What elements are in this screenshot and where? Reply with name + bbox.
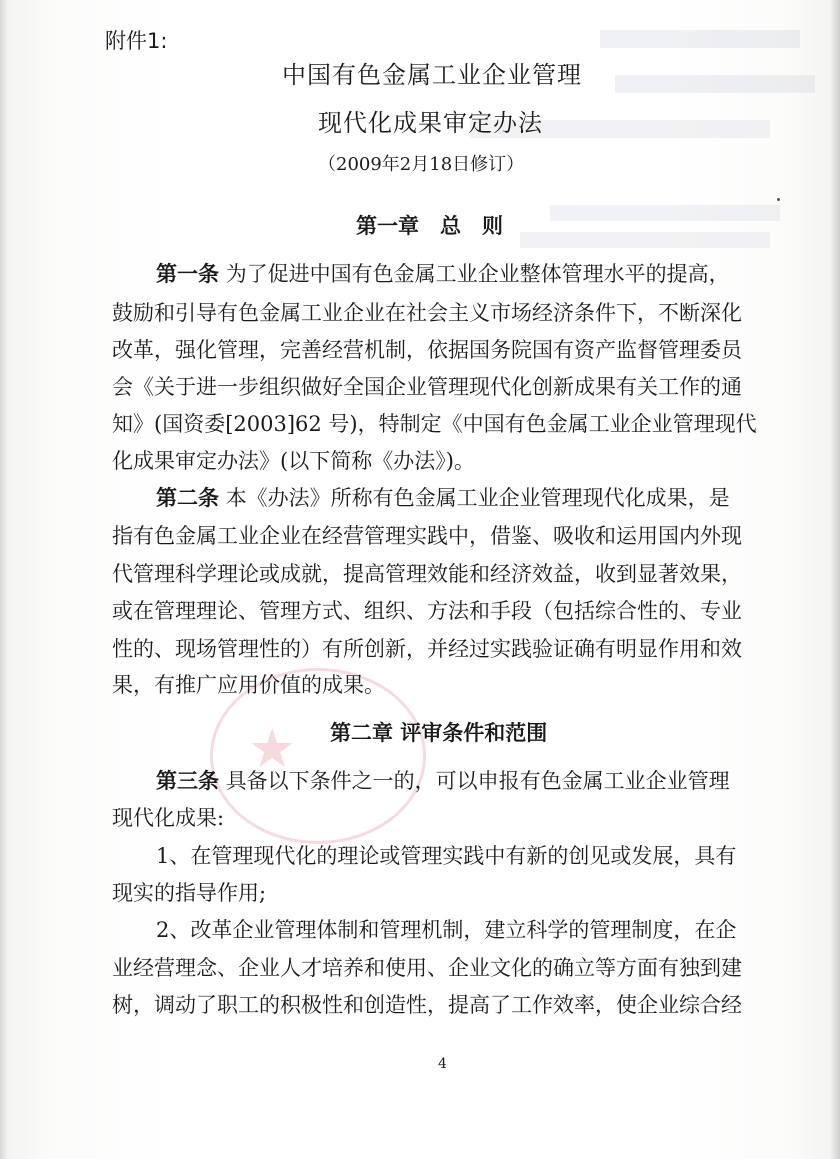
article1-first-line [156, 261, 730, 287]
bleed-through-mark [615, 75, 815, 93]
article2-line: 果，有推广应用价值的成果。 [112, 673, 385, 697]
item2-line: 2、改革企业管理体制和管理机制，建立科学的管理制度，在企 [156, 918, 737, 942]
article3-text: 具备以下条件之一的，可以申报有色金属工业企业管理 [225, 769, 730, 793]
article3-line: 现代化成果: [112, 806, 225, 830]
article1-line: 化成果审定办法》(以下简称《办法》)。 [112, 449, 475, 473]
article1-text: 为了促进中国有色金属工业企业整体管理水平的提高， [225, 262, 730, 286]
attachment-label: 附件1: [105, 29, 168, 53]
bleed-through-mark [550, 205, 780, 221]
document-title-line2: 现代化成果审定办法 [318, 109, 543, 137]
scan-edge-right [830, 0, 840, 1159]
chapter2-heading: 第二章 评审条件和范围 [330, 721, 548, 745]
seal-star-icon: ★ [248, 717, 297, 780]
article3-label: 第三条 [156, 769, 219, 793]
item1-line: 1、在管理现代化的理论或管理实践中有新的创见或发展，具有 [156, 844, 737, 868]
article3-first-line [156, 768, 730, 794]
article1-line: 知》(国资委[2003]62 号)，特制定《中国有色金属工业企业管理现代 [112, 412, 757, 436]
revision-note: （2009年2月18日修订） [318, 154, 525, 175]
item2-line: 树，调动了职工的积极性和创造性，提高了工作效率，使企业综合经 [112, 993, 742, 1017]
bleed-through-mark [600, 30, 800, 48]
bleed-through-mark [520, 232, 770, 248]
article2-line: 指有色金属工业企业在经营管理实践中，借鉴、吸收和运用国内外现 [112, 524, 742, 548]
chapter1-heading: 第一章 总 则 [356, 214, 503, 238]
page-number: 4 [438, 1056, 447, 1072]
item2-line: 业经营理念、企业人才培养和使用、企业文化的确立等方面有独到建 [112, 956, 742, 980]
article2-line: 性的、现场管理性的）有所创新，并经过实践验证确有明显作用和效 [112, 637, 742, 661]
article2-line: 代管理科学理论或成就，提高管理效能和经济效益，收到显著效果， [112, 562, 742, 586]
article2-label: 第二条 [156, 486, 219, 510]
document-title-line1: 中国有色金属工业企业管理 [282, 61, 582, 89]
article2-first-line [156, 485, 730, 511]
article2-line: 或在管理理论、管理方式、组织、方法和手段（包括综合性的、专业 [112, 599, 742, 623]
scan-edge-left [0, 0, 8, 1159]
article1-line: 鼓励和引导有色金属工业企业在社会主义市场经济条件下，不断深化 [112, 301, 742, 325]
article1-line: 会《关于进一步组织做好全国企业管理现代化创新成果有关工作的通 [112, 375, 742, 399]
item1-line: 现实的指导作用; [112, 881, 267, 905]
article1-line: 改革，强化管理，完善经营机制，依据国务院国有资产监督管理委员 [112, 338, 742, 362]
scan-speck [777, 198, 780, 201]
article2-text: 本《办法》所称有色金属工业企业管理现代化成果，是 [225, 486, 730, 510]
article1-label: 第一条 [156, 262, 219, 286]
